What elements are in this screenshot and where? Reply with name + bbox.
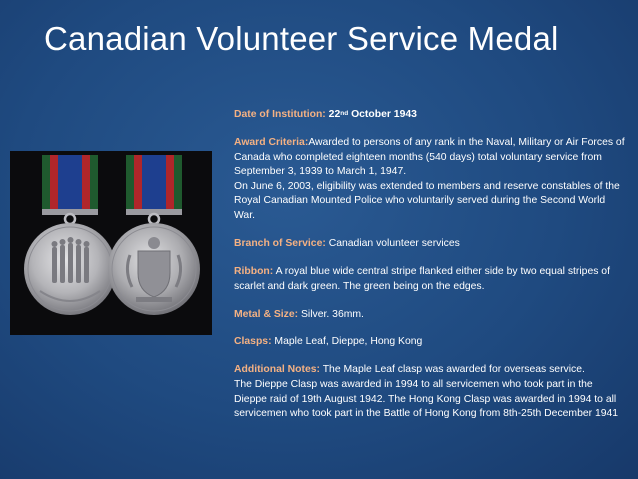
clasps-section <box>234 335 626 350</box>
left-ribbon <box>42 155 98 215</box>
notes-section <box>234 363 626 421</box>
metal-text: Silver. 36mm. <box>298 308 364 320</box>
medal-obverse <box>24 223 116 315</box>
notes-text-2: The Dieppe Clasp was awarded in 1994 to all servicemen who took part in the Dieppe raid of 19th August 1942. The Hong Kong Clasp was awarded in 1994 to all servicemen who took part in the Battle of Hong Kong from 8th-25th December 1941 <box>234 379 619 420</box>
ribbon-text: A royal blue wide central stripe flanked either side by two equal stripes of scarlet and dark green. The green being on the edges. <box>234 265 610 292</box>
medal-reverse <box>108 223 200 315</box>
medal-photo-graphic <box>10 151 212 335</box>
ribbon-section <box>234 265 626 294</box>
notes-text: The Maple Leaf clasp was awarded for overseas service. <box>320 364 585 376</box>
institution-day: 22 <box>328 109 341 120</box>
right-ribbon <box>126 155 182 215</box>
ribbon-label: Ribbon: <box>234 265 274 277</box>
award-text-2: On June 6, 2003, eligibility was extended to members and reserve constables of the Royal Canadian Mounted Police who voluntarily served during the Second World War. <box>234 180 620 221</box>
medal-details <box>234 108 626 435</box>
branch-text: Canadian volunteer services <box>325 237 460 249</box>
award-section <box>234 136 626 224</box>
medal-photo <box>10 151 212 335</box>
institution-section <box>234 108 626 123</box>
institution-suffix: nd <box>340 110 349 117</box>
clasps-text: Maple Leaf, Dieppe, Hong Kong <box>271 336 423 348</box>
metal-section <box>234 308 626 323</box>
branch-label: Branch of Service: <box>234 237 326 249</box>
clasps-label: Clasps: <box>234 336 272 348</box>
slide-title: Canadian Volunteer Service Medal <box>44 20 559 57</box>
metal-label: Metal & Size: <box>234 308 299 320</box>
branch-section <box>234 237 626 252</box>
award-label: Award Criteria: <box>234 136 309 148</box>
award-text: Awarded to persons of any rank in the Naval, Military or Air Forces of Canada who completed eighteen months (540 days) total voluntary service from September 3, 1939 to March 1, 1947. <box>234 136 625 178</box>
institution-rest: October 1943 <box>348 109 417 120</box>
notes-label: Additional Notes: <box>234 364 321 376</box>
institution-label: Date of Institution: <box>234 109 326 120</box>
